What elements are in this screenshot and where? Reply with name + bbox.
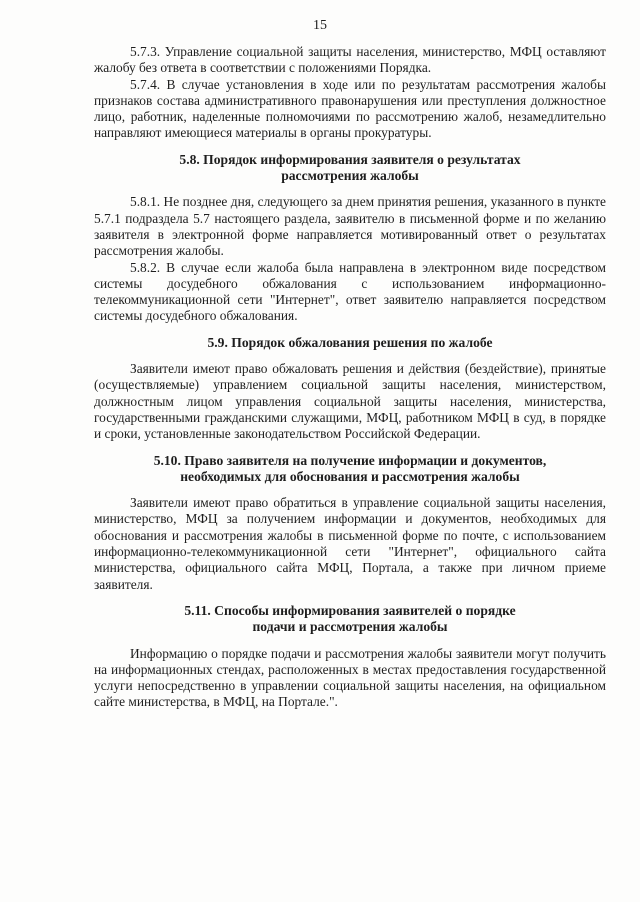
heading-5-9 <box>94 335 606 351</box>
document-body <box>94 44 606 711</box>
heading-5-9-line-1: 5.9. Порядок обжалования решения по жалобе <box>207 334 493 350</box>
heading-5-10 <box>94 453 606 486</box>
paragraph-5-8-2: 5.8.2. В случае если жалоба была направлена в электронном виде посредством системы досудебного обжалования с использованием информационно-телекоммуникационной сети "Интернет", ответ заявителю направляется посредством системы досудебного обжалования. <box>94 259 606 324</box>
paragraph-5-11: Информацию о порядке подачи и рассмотрения жалобы заявители могут получить на информационных стендах, расположенных в местах предоставления государственной услуги непосредственно в управлении социальной защиты населения, на официальном сайте министерства, в МФЦ, на Портале.". <box>94 645 606 710</box>
heading-5-11-line-2: подачи и рассмотрения жалобы <box>252 619 448 635</box>
heading-5-11-line-1: 5.11. Способы информирования заявителей о порядке <box>184 602 516 618</box>
heading-5-8 <box>94 152 606 185</box>
paragraph-5-7-4: 5.7.4. В случае установления в ходе или по результатам рассмотрения жалобы признаков состава административного правонарушения или преступления должностное лицо, работник, наделенные полномочиями по рассмотрению жалоб, незамедлительно направляют имеющиеся материалы в органы прокуратуры. <box>94 76 606 141</box>
paragraph-5-8-1: 5.8.1. Не позднее дня, следующего за днем принятия решения, указанного в пункте 5.7.1 подраздела 5.7 настоящего раздела, заявителю в письменной форме и по желанию заявителя в электронной форме направляется мотивированный ответ о результатах рассмотрения жалобы. <box>94 194 606 259</box>
paragraph-5-9: Заявители имеют право обжаловать решения и действия (бездействие), принятые (осуществляемые) управлением социальной защиты населения, министерством, должностным лицом управления социальной защиты населения, министерства, государственными гражданскими служащими, МФЦ, работником МФЦ в суд, в порядке и сроки, установленные законодательством Российской Федерации. <box>94 361 606 442</box>
heading-5-10-line-2: необходимых для обоснования и рассмотрения жалобы <box>180 468 520 484</box>
heading-5-11 <box>94 603 606 636</box>
paragraph-5-10: Заявители имеют право обратиться в управление социальной защиты населения, министерство, МФЦ за получением информации и документов, необходимых для обоснования и рассмотрения жалобы в письменной форме по почте, с использованием информационно-телекоммуникационной сети "Интернет", официального сайта министерства, официального сайта МФЦ, Портала, а также при личном приеме заявителя. <box>94 495 606 592</box>
heading-5-8-line-2: рассмотрения жалобы <box>281 168 419 184</box>
page-number: 15 <box>313 18 327 33</box>
heading-5-10-line-1: 5.10. Право заявителя на получение информации и документов, <box>153 452 547 468</box>
heading-5-8-line-1: 5.8. Порядок информирования заявителя о результатах <box>179 151 521 167</box>
paragraph-5-7-3: 5.7.3. Управление социальной защиты населения, министерство, МФЦ оставляют жалобу без ответа в соответствии с положениями Порядка. <box>94 44 606 76</box>
